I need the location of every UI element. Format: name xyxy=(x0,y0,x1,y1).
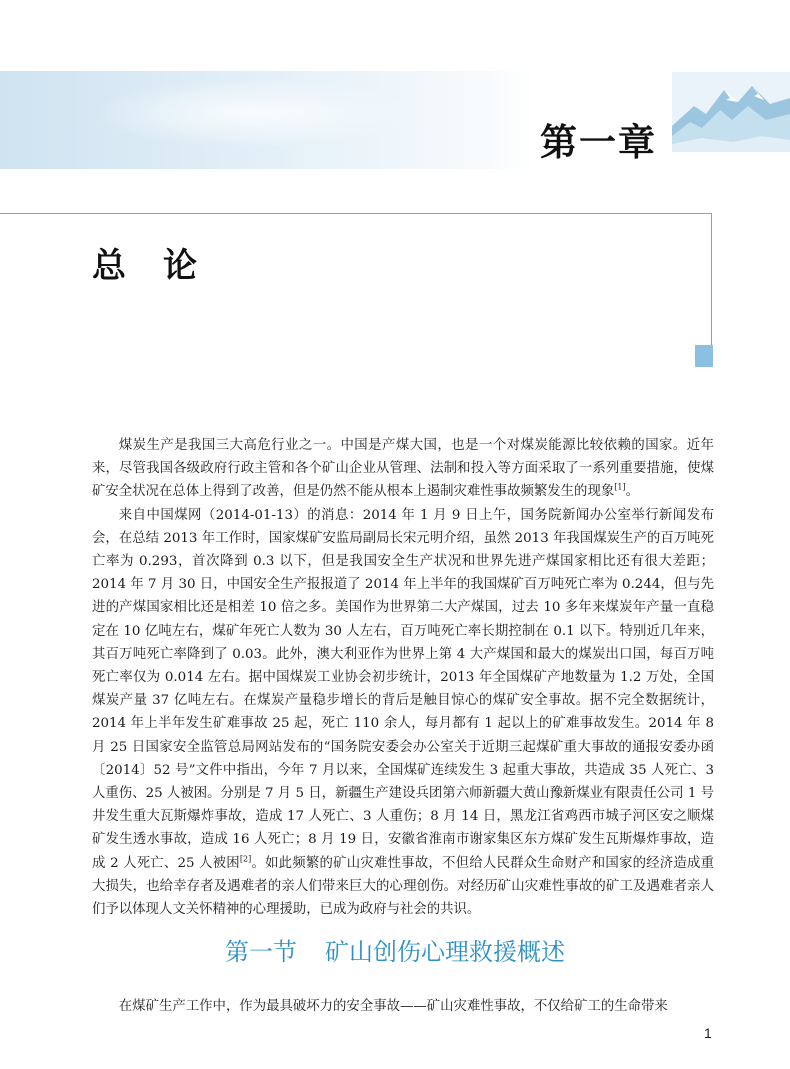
intro-body xyxy=(92,434,714,921)
frame-right-rule xyxy=(711,213,712,345)
paragraph-1-end: 。 xyxy=(625,484,639,500)
chapter-title: 总论 xyxy=(92,246,234,286)
page-number: 1 xyxy=(704,1025,712,1041)
paragraph-2-text: 来自中国煤网（2014-01-13）的消息：2014 年 1 月 9 日上午，国务院新闻办公室举行新闻发布会，在总结 2013 年工作时，国家煤矿安监局副局长宋元明介绍，虽然 2013 年我国煤炭生产的百万吨死亡率为 0.293，首次降到 0.3 以下，但是我国安全生产状况和世界先进产煤国家相比还有很大差距；2014 年 7 月 30 日，中国安全生产报报道了 2014 年上半年的我国煤矿百万吨死亡率为 0.244，但与先进的产煤国家相比还是相差 10 倍之多。美国作为世界第二大产煤国，过去 10 多年来煤炭年产量一直稳定在 10 亿吨左右，煤矿年死亡人数为 30 人左右，百万吨死亡率长期控制在 0.1 以下。特别近几年来，其百万吨死亡率降到了 0.03。此外，澳大利亚作为世界上第 4 大产煤国和最大的煤炭出口国，每百万吨死亡率仅为 0.014 左右。据中国煤炭工业协会初步统计，2013 年全国煤矿产地数量为 1.2 万处，全国煤炭产量 37 亿吨左右。在煤炭产量稳步增长的背后是触目惊心的煤矿安全事故。据不完全数据统计，2014 年上半年发生矿难事故 25 起，死亡 110 余人，每月都有 1 起以上的矿难事故发生。2014 年 8 月 25 日国家安全监管总局网站发布的“国务院安委会办公室关于近期三起煤矿重大事故的通报安委办函〔2014〕52 号”文件中指出，今年 7 月以来，全国煤矿连续发生 3 起重大事故，共造成 35 人死亡、3 人重伤、25 人被困。分别是 7 月 5 日，新疆生产建设兵团第六师新疆大黄山豫新煤业有限责任公司 1 号井发生重大瓦斯爆炸事故，造成 17 人死亡、3 人重伤；8 月 14 日，黑龙江省鸡西市城子河区安之顺煤矿发生透水事故，造成 16 人死亡；8 月 19 日，安徽省淮南市谢家集区东方煤矿发生瓦斯爆炸事故，造成 2 人死亡、25 人被困 xyxy=(92,507,714,871)
reference-2: [2] xyxy=(239,854,252,864)
reference-1: [1] xyxy=(614,482,626,492)
paragraph-3: 在煤矿生产工作中，作为最具破坏力的安全事故——矿山灾难性事故，不仅给矿工的生命带来 xyxy=(118,999,668,1014)
section-heading xyxy=(0,932,790,967)
banner-glow xyxy=(90,78,420,148)
frame-top-rule xyxy=(0,213,712,214)
paragraph-1-text: 煤炭生产是我国三大高危行业之一。中国是产煤大国，也是一个对煤炭能源比较依赖的国家。近年来，尽管我国各级政府行政主管和各个矿山企业从管理、法制和投入等方面采取了一系列重要措施，使煤矿安全状况在总体上得到了改善，但是仍然不能从根本上遏制灾难性事故频繁发生的现象 xyxy=(92,438,714,500)
paragraph-1 xyxy=(92,434,714,504)
section-number: 第一节 xyxy=(225,938,297,966)
chapter-label: 第一章 xyxy=(540,121,657,164)
corner-square xyxy=(695,345,713,367)
mountain-illustration xyxy=(672,72,790,152)
section-body xyxy=(92,995,714,1018)
section-title: 矿山创伤心理救援概述 xyxy=(325,938,565,966)
paragraph-2-end: 。如此频繁的矿山灾难性事故，不但给人民群众生命财产和国家的经济造成重大损失，也给幸存者及遇难者的亲人们带来巨大的心理创伤。对经历矿山灾难性事故的矿工及遇难者亲人们予以体现人文关怀精神的心理援助，已成为政府与社会的共识。 xyxy=(92,855,715,918)
paragraph-2 xyxy=(92,504,714,922)
